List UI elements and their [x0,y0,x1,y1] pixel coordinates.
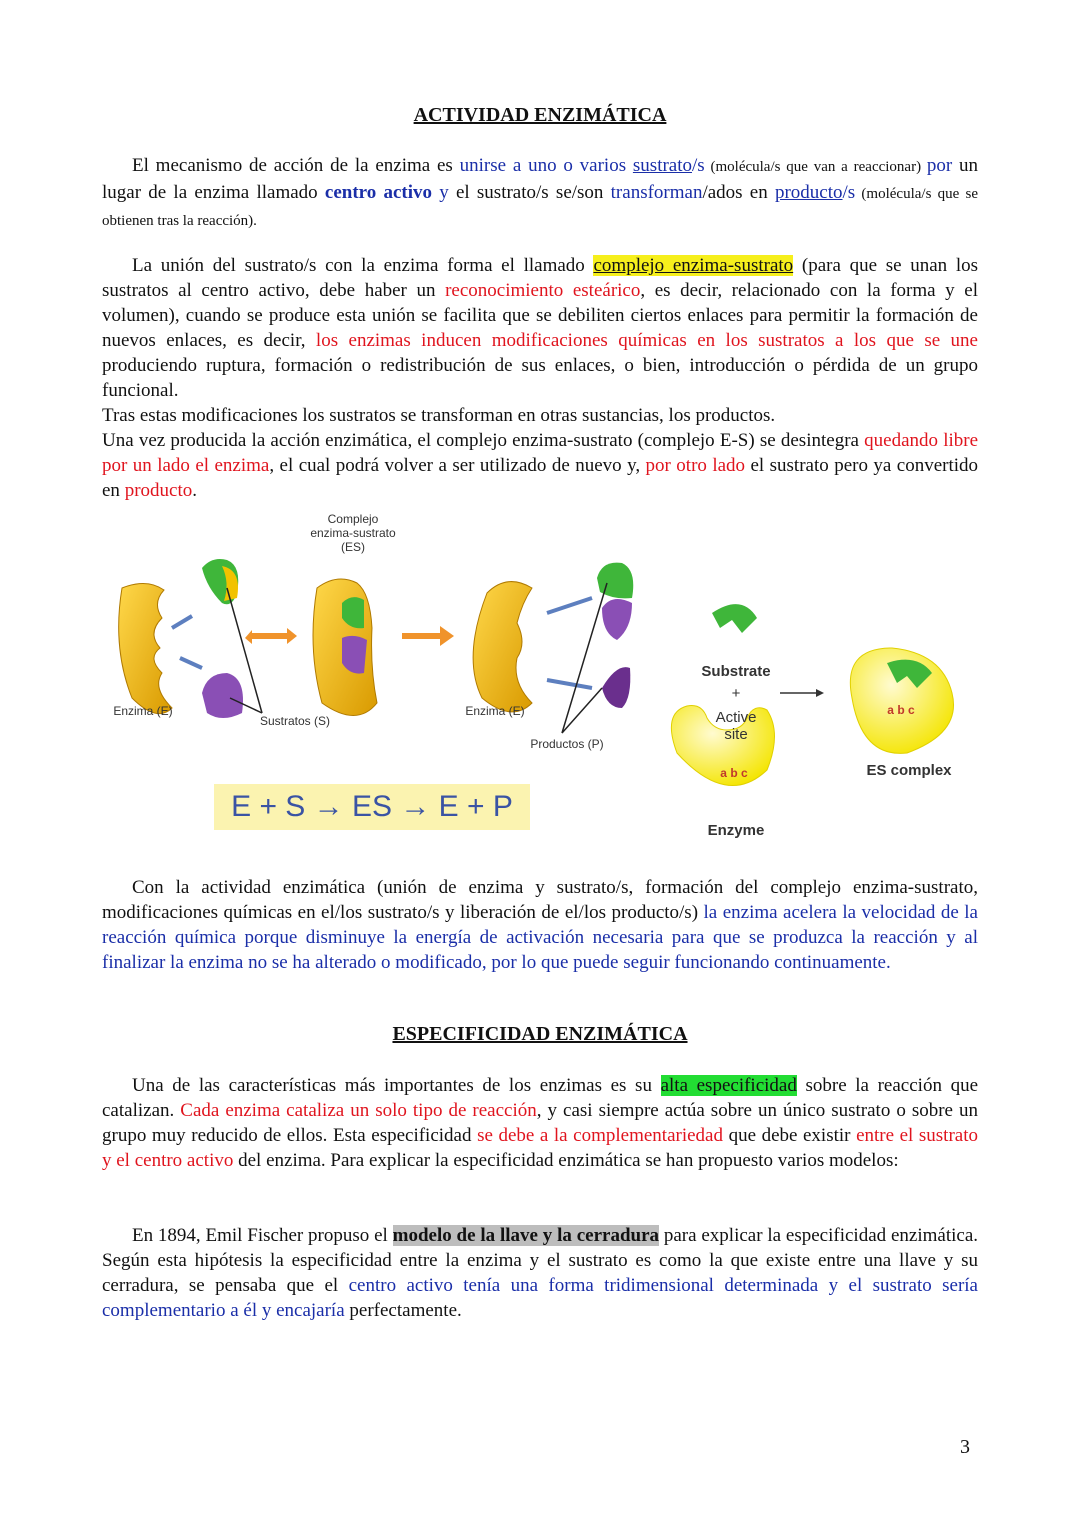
text-blue: /s [842,182,856,203]
label-line: Active [715,709,757,726]
text: , el cual podrá volver a ser utilizado de nuevo y, [269,455,646,476]
site-letter: c [908,703,915,717]
text: Con la actividad enzimática (unión de enzima y sustrato/s, formación del complejo enzima-sustrato, modificaciones químicas en el/los sustrato/s y liberación de el/los producto/s) [102,877,978,923]
enzyme-diagram [102,508,978,848]
text: , y casi siempre actúa sobre un único sustrato o sobre un grupo muy reducido de ellos. Esta especificidad [102,1100,978,1146]
text: el sustrato/s se/son [448,182,611,203]
text-blue: la enzima acelera la velocidad de la reacción química porque disminuye la energía de activación necesaria para que se produzca la reacción y al finalizar la enzima no se ha alterado o modificado, por lo que puede seguir funcionando continuamente. [102,902,978,973]
text-highlighted: alta especificidad [660,1075,797,1096]
label-enzyme-right: Enzima (E) [465,704,525,718]
substrate-green-right [712,604,757,633]
site-letter: a [720,766,727,780]
text: /ados en [702,182,775,203]
label-enzyme-left: Enzima (E) [113,704,173,718]
text-blue: transforman [610,182,703,203]
text-blue: /s [692,155,705,176]
arrow-icon [440,626,454,646]
arrow-icon [180,658,202,668]
text: para explicar la especificidad enzimática. Según esta hipótesis la especificidad entre la enzima y el sustrato es como la que existe entre una llave y su cerradura, se pensaba que el [102,1225,978,1296]
label-complex [298,512,408,554]
text-small: (molécula/s que van a reaccionar) [704,159,927,175]
label-line: Complejo [327,512,379,526]
text-blue: centro activo tenía una forma tridimensional determinada y el sustrato sería complementario a él y encajaría [102,1275,978,1321]
arrow-icon [172,616,192,628]
product-purple [602,599,632,640]
text: que debe existir [723,1125,857,1146]
text-red: los enzimas inducen modificaciones químicas en los sustratos a los que se une [315,330,978,351]
text: Una vez producida la acción enzimática, el complejo enzima-sustrato (complejo E-S) se desintegra [102,430,865,451]
arrow-icon [547,598,592,613]
enzyme-shape-right [473,582,532,712]
page-number: 3 [960,1436,970,1458]
text: La unión del sustrato/s con la enzima forma el llamado [132,255,594,276]
text: un lugar de la enzima llamado [102,155,978,203]
label-site-letters [704,766,764,780]
text-highlighted: complejo enzima-sustrato [593,255,794,276]
text-red: quedando libre por un lado el enzima [102,430,979,476]
text: perfectamente. [344,1300,462,1321]
arrow-icon [547,680,592,688]
label-products: Productos (P) [530,737,604,751]
paragraph-mechanism [102,153,978,234]
text-red: entre el sustrato y el centro activo [102,1125,978,1171]
text-blue-underlined: sustrato [632,155,693,176]
site-letter: b [730,766,738,780]
label-substrates: Sustratos (S) [259,714,331,728]
text-red: se debe a la complementariedad [477,1125,723,1146]
section-title-actividad: ACTIVIDAD ENZIMÁTICA [413,104,667,126]
label-line: site [724,726,748,743]
text: , es decir, relacionado con la forma y el volumen), cuando se produce esta unión se facilita que se debiliten ciertos enlaces para permitir la formación de nuevos enlaces, es decir, [102,280,978,351]
label-enzyme: Enzyme [707,822,765,839]
product-green [597,563,633,599]
text-red: reconocimiento esteárico [445,280,641,301]
label-es-complex: ES complex [866,762,952,779]
text-blue: por [926,155,953,176]
site-letter: b [897,703,905,717]
enzyme-shape-left [119,583,172,713]
paragraph-complex [102,253,978,403]
arrow-icon [245,630,252,644]
substrate-purple-left [202,673,243,718]
arrow-icon [287,628,297,644]
text: del enzima. Para explicar la especificidad enzimática se han propuesto varios modelos: [233,1150,899,1171]
site-letter: a [887,703,894,717]
label-plus: + [731,685,741,702]
label-active-site [696,709,776,743]
product-purple-2 [602,667,630,708]
text-red: por otro lado [645,455,746,476]
site-letter: c [741,766,748,780]
arrow-icon [816,689,824,697]
paragraph-release [102,428,978,503]
text-blue: unirse a uno o varios [459,155,633,176]
text-red: producto [124,480,193,501]
section-title-especificidad: ESPECIFICIDAD ENZIMÁTICA [392,1023,688,1045]
text-blue-underlined: producto [774,182,843,203]
text-red: Cada enzima cataliza un solo tipo de reacción [180,1100,537,1121]
paragraph-activity [102,875,978,975]
label-substrate: Substrate [701,663,771,680]
text: produciendo ruptura, formación o redistribución de sus enlaces, o bien, introducción o pérdida de un grupo funcional. [102,355,978,401]
text-bold-blue: centro activo [324,182,433,203]
paragraph-specificity [102,1073,978,1173]
equation-box: E + S → ES → E + P [214,784,530,830]
text: sobre la reacción que catalizan. [102,1075,979,1121]
label-es-letters [866,703,936,717]
text: . [192,480,197,501]
text: El mecanismo de acción de la enzima es [132,155,460,176]
text: En 1894, Emil Fischer propuso el [132,1225,393,1246]
paragraph-products: Tras estas modificaciones los sustratos se transforman en otras sustancias, los productos. [102,405,776,426]
text-small: (molécula/s que se obtienen tras la reacción). [102,186,979,229]
text: el sustrato pero ya convertido en [102,455,979,501]
paragraph-lock-key [102,1223,978,1323]
text-highlighted: modelo de la llave y la cerradura [392,1225,660,1246]
label-line: enzima-sustrato [310,526,396,540]
text: Una de las características más importantes de los enzimas es su [132,1075,661,1096]
text: (para que se unan los sustratos al centro activo, debe haber un [102,255,979,301]
label-line: (ES) [341,540,365,554]
text-blue: y [432,182,449,203]
